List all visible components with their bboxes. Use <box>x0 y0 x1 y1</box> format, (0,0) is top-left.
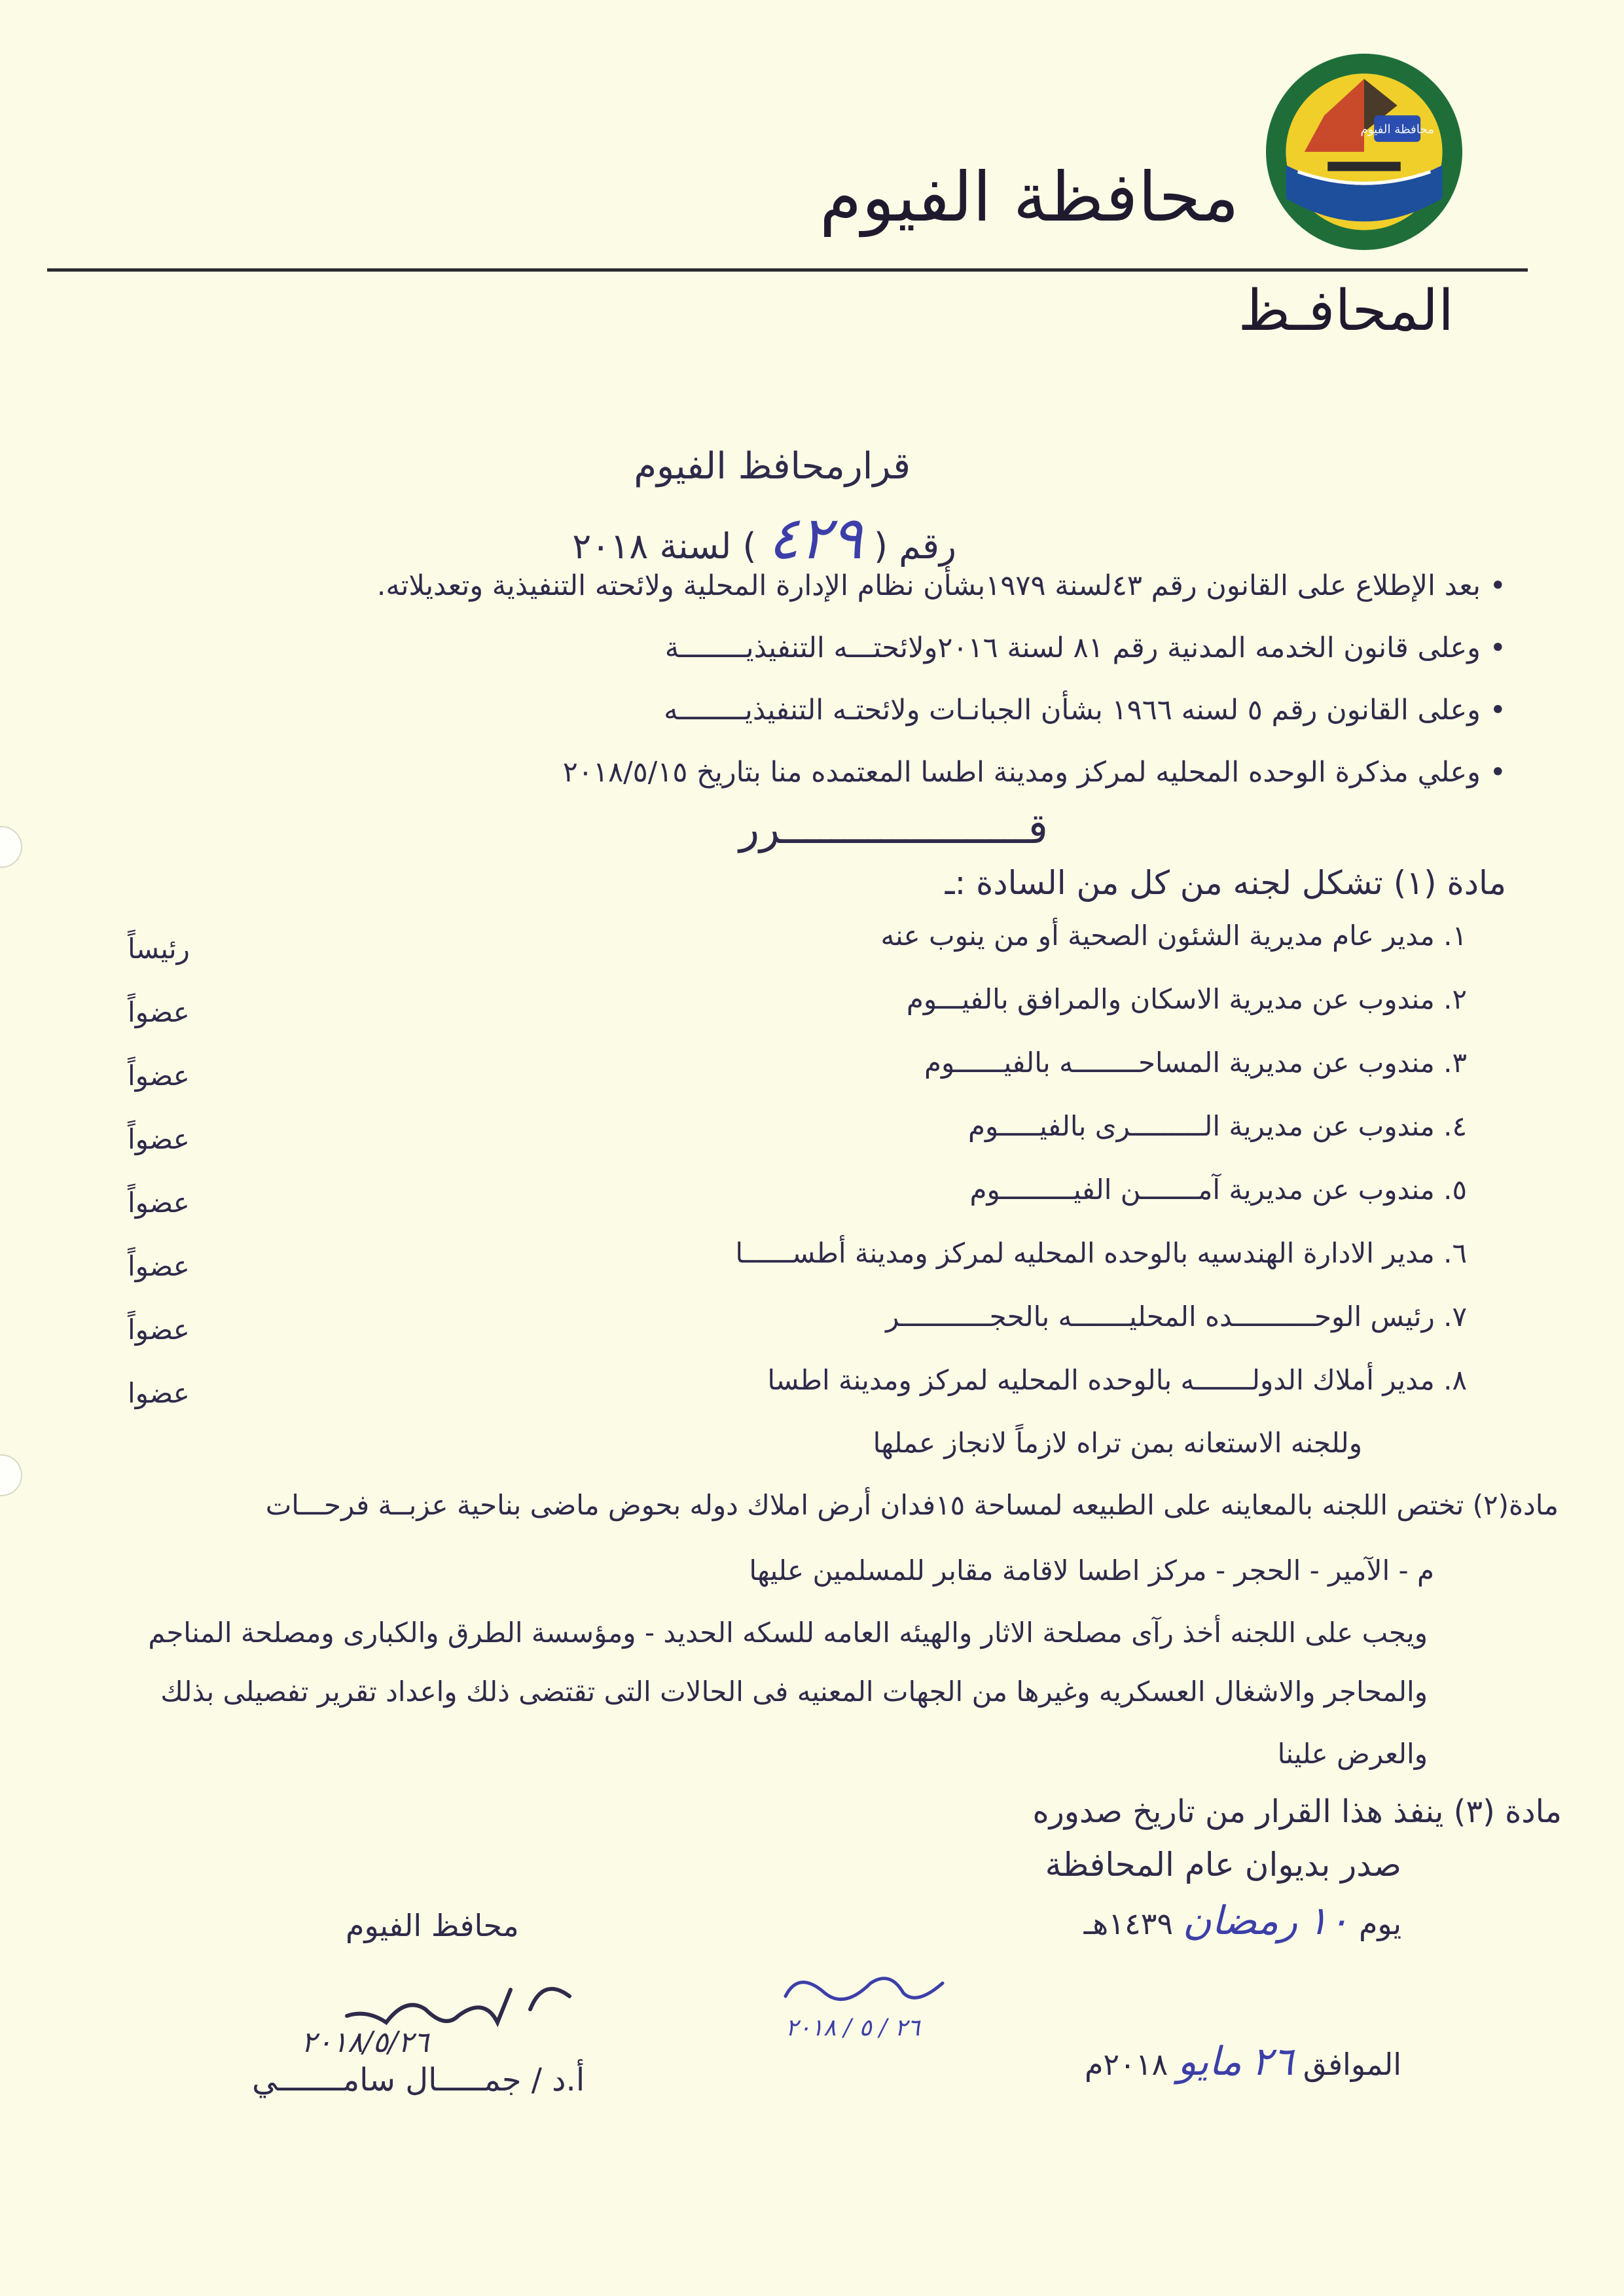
committee-assistance-note: وللجنه الاستعانه بمن تراه لازماً لانجاز عملها <box>873 1427 1362 1459</box>
preamble-item: • وعلى القانون رقم ٥ لسنه ١٩٦٦ بشأن الجبانـات ولائحتـه التنفيذيــــــــه <box>664 694 1506 726</box>
gregorian-day-handwritten: ٢٦ <box>1251 2039 1294 2085</box>
article3: مادة (٣) ينفذ هذا القرار من تاريخ صدوره <box>1032 1793 1562 1830</box>
decision-word: قــــــــــــــــــــرر <box>739 805 1048 853</box>
governor-signature-icon <box>262 1970 602 2062</box>
preamble-item: • وعلي مذكرة الوحده المحليه لمركز ومدينة اطسا المعتمده منا بتاريخ ٢٠١٨/٥/١٥ <box>563 756 1506 789</box>
decree-number-suffix: ) لسنة ٢٠١٨ <box>572 526 757 567</box>
decree-number-line <box>572 504 956 573</box>
committee-member: ٨. مدير أملاك الدولـــــــه بالوحده المحليه لمركز ومدينة اطسا <box>767 1364 1467 1396</box>
article1-heading: مادة (١) تشكل لجنه من كل من السادة :ـ <box>945 864 1506 902</box>
committee-member: ٦. مدير الادارة الهندسيه بالوحده المحليه لمركز ومدينة أطســــــا <box>735 1237 1467 1269</box>
article2-line: والعرض علينا <box>1277 1738 1428 1770</box>
signatory-name: أ.د / جمـــــال سامـــــــي <box>252 2062 585 2098</box>
gregorian-month-handwritten: مايو <box>1177 2039 1242 2085</box>
article2-line: م - الآمير - الحجر - مركز اطسا لاقامة مقابر للمسلمين عليها <box>749 1554 1434 1587</box>
governorate-name: محافظة الفيوم <box>819 157 1239 237</box>
member-role: عضوا <box>128 1377 190 1409</box>
svg-text:محافظة الفيوم: محافظة الفيوم <box>1360 122 1434 137</box>
fayoum-governorate-emblem-icon <box>1265 52 1464 251</box>
decree-title: قرارمحافظ الفيوم <box>634 445 911 488</box>
committee-member: ١. مدير عام مديرية الشئون الصحية أو من ينوب عنه <box>880 920 1467 952</box>
decree-number-prefix: رقم ( <box>873 526 956 567</box>
member-role: عضواً <box>128 1123 190 1155</box>
committee-member: ٢. مندوب عن مديرية الاسكان والمرافق بالفيـــوم <box>906 983 1467 1015</box>
signatory-title: محافظ الفيوم <box>346 1908 519 1943</box>
paraphe-date: ٢٦ / ٥ / ٢٠١٨ <box>785 2015 920 2041</box>
gregorian-date <box>1085 2039 1401 2085</box>
hijri-year: ١٤٣٩هـ <box>1083 1906 1174 1941</box>
punch-hole-top <box>0 826 22 868</box>
article2-line: والمحاجر والاشغال العسكريه وغيرها من الجهات المعنيه فى الحالات التى تقتضى ذلك واعداد تقرير تفصيلى بذلك <box>160 1676 1428 1708</box>
member-role: عضواً <box>128 1187 190 1219</box>
article2-line: ويجب على اللجنه أخذ رآى مصلحة الاثار والهيئه العامه للسكه الحديد - ومؤسسة الطرق والكبارى ومصلحة المناجم <box>148 1617 1428 1649</box>
hijri-date <box>1084 1898 1401 1944</box>
member-role: رئيساً <box>128 933 190 965</box>
header-divider <box>47 268 1528 272</box>
issued-at: صدر بديوان عام المحافظة <box>1045 1846 1401 1884</box>
gregorian-date-prefix: الموافق <box>1303 2047 1401 2082</box>
hijri-date-prefix: يوم <box>1358 1906 1401 1941</box>
hijri-month-handwritten: رمضان <box>1182 1898 1298 1944</box>
committee-member: ٤. مندوب عن مديرية الـــــــــرى بالفيـــــوم <box>967 1110 1467 1142</box>
member-role: عضواً <box>128 1250 190 1282</box>
member-role: عضواً <box>128 1314 190 1346</box>
member-role: عضواً <box>128 996 190 1028</box>
gregorian-year: ٢٠١٨م <box>1084 2047 1168 2082</box>
punch-hole-bottom <box>0 1454 22 1496</box>
hijri-day-handwritten: ١٠ <box>1307 1898 1350 1944</box>
office-title: المحافـظ <box>1238 278 1454 344</box>
committee-member: ٧. رئيس الوحــــــــــده المحليـــــــه بالحجـــــــــــر <box>886 1300 1467 1333</box>
committee-member: ٥. مندوب عن مديرية آمـــــــن الفيـــــــــوم <box>969 1174 1467 1206</box>
article2-line: مادة(٢) تختص اللجنه بالمعاينه على الطبيعه لمساحة ١٥فدان أرض املاك دوله بحوض ماضى بناحية عزبــة فرحـــات <box>265 1489 1559 1521</box>
member-role: عضواً <box>128 1060 190 1092</box>
signature-date: ٢٠١٨/٥/٢٦ <box>301 2026 429 2059</box>
preamble-item: • بعد الإطلاع على القانون رقم ٤٣لسنة ١٩٧٩بشأن نظام الإدارة المحلية ولائحته التنفيذية وتعديلاته. <box>377 569 1506 602</box>
preamble-item: • وعلى قانون الخدمه المدنية رقم ٨١ لسنة ٢٠١٦ولائحتـــه التنفيذيــــــــة <box>665 632 1506 664</box>
decree-number-handwritten: ٤٢٩ <box>767 504 863 573</box>
paraphe-initials-icon <box>772 1957 988 2049</box>
committee-member: ٣. مندوب عن مديرية المساحــــــــه بالفيــــــوم <box>924 1047 1467 1079</box>
